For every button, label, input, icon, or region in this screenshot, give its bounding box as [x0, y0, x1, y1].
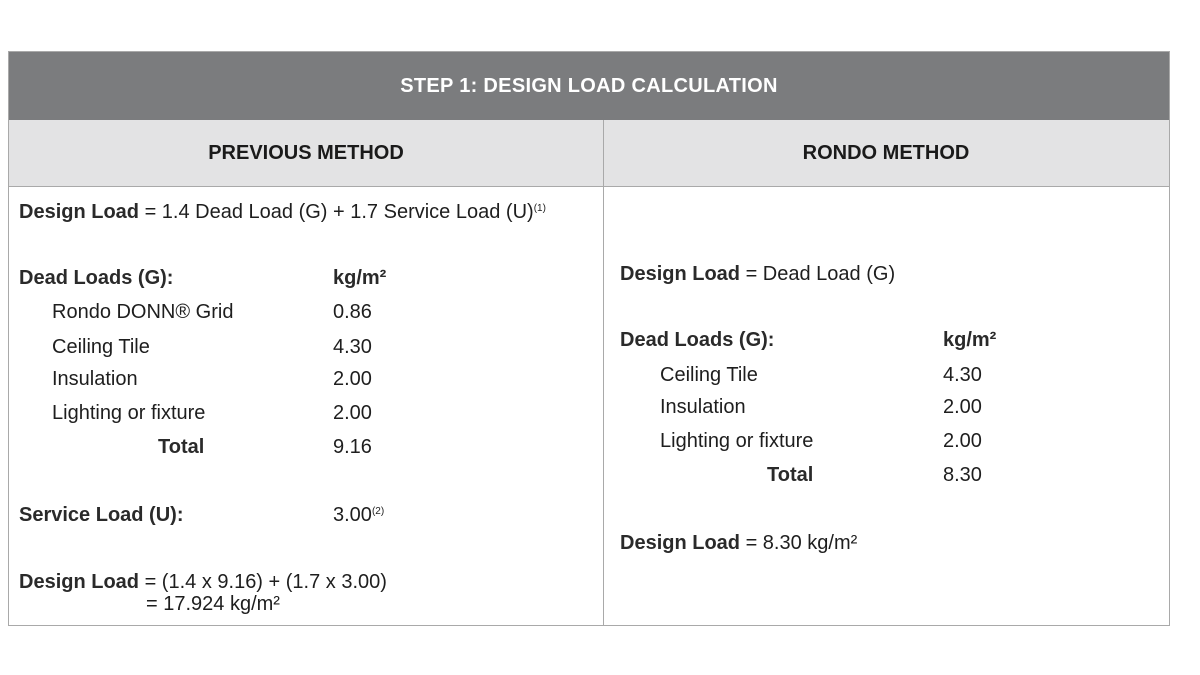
rondo-item-value: 4.30	[943, 364, 982, 386]
previous-result-label: Design Load	[19, 571, 140, 593]
table-title: STEP 1: DESIGN LOAD CALCULATION	[9, 52, 1169, 120]
rondo-item-value: 2.00	[943, 396, 982, 418]
previous-item-value: 4.30	[333, 336, 372, 358]
previous-result-line1	[19, 570, 387, 594]
previous-formula-text: = 1.4 Dead Load (G) + 1.7 Service Load (U)	[139, 201, 534, 223]
previous-item-name: Lighting or fixture	[52, 402, 206, 424]
rondo-total-value: 8.30	[943, 464, 982, 486]
previous-service-load-value	[333, 503, 384, 531]
column-divider	[603, 120, 604, 626]
rondo-item-value: 2.00	[943, 430, 982, 452]
previous-service-load-label: Service Load (U):	[19, 504, 184, 526]
previous-item-name: Insulation	[52, 368, 138, 390]
rondo-formula-label: Design Load	[620, 263, 741, 285]
previous-item-value: 0.86	[333, 301, 372, 323]
previous-total-label: Total	[158, 436, 205, 458]
column-header-rondo-method: RONDO METHOD	[603, 120, 1169, 187]
rondo-dead-loads-label: Dead Loads (G):	[620, 329, 775, 351]
rondo-result-label: Design Load	[620, 532, 741, 554]
previous-dead-loads-label: Dead Loads (G):	[19, 267, 174, 289]
rondo-result	[620, 531, 857, 555]
previous-item-value: 2.00	[333, 368, 372, 390]
previous-formula	[19, 200, 546, 228]
rondo-formula	[620, 262, 895, 286]
previous-formula-footnote: (1)	[533, 203, 546, 214]
previous-result-expression: = (1.4 x 9.16) + (1.7 x 3.00)	[139, 571, 387, 593]
rondo-total-label: Total	[767, 464, 814, 486]
rondo-item-name: Insulation	[660, 396, 746, 418]
previous-service-value-number: 3.00	[333, 504, 372, 526]
rondo-formula-text: = Dead Load (G)	[740, 263, 896, 285]
previous-item-name: Ceiling Tile	[52, 336, 150, 358]
column-header-previous-method: PREVIOUS METHOD	[9, 120, 603, 187]
rondo-unit-header: kg/m²	[943, 329, 997, 351]
previous-service-footnote: (2)	[371, 506, 385, 517]
previous-item-name: Rondo DONN® Grid	[52, 301, 234, 323]
previous-total-value: 9.16	[333, 436, 372, 458]
rondo-item-name: Ceiling Tile	[660, 364, 758, 386]
previous-item-value: 2.00	[333, 402, 372, 424]
rondo-result-value: = 8.30 kg/m²	[740, 532, 858, 554]
rondo-item-name: Lighting or fixture	[660, 430, 814, 452]
previous-result-line2: = 17.924 kg/m²	[146, 593, 280, 615]
previous-formula-label: Design Load	[19, 201, 140, 223]
previous-unit-header: kg/m²	[333, 267, 387, 289]
